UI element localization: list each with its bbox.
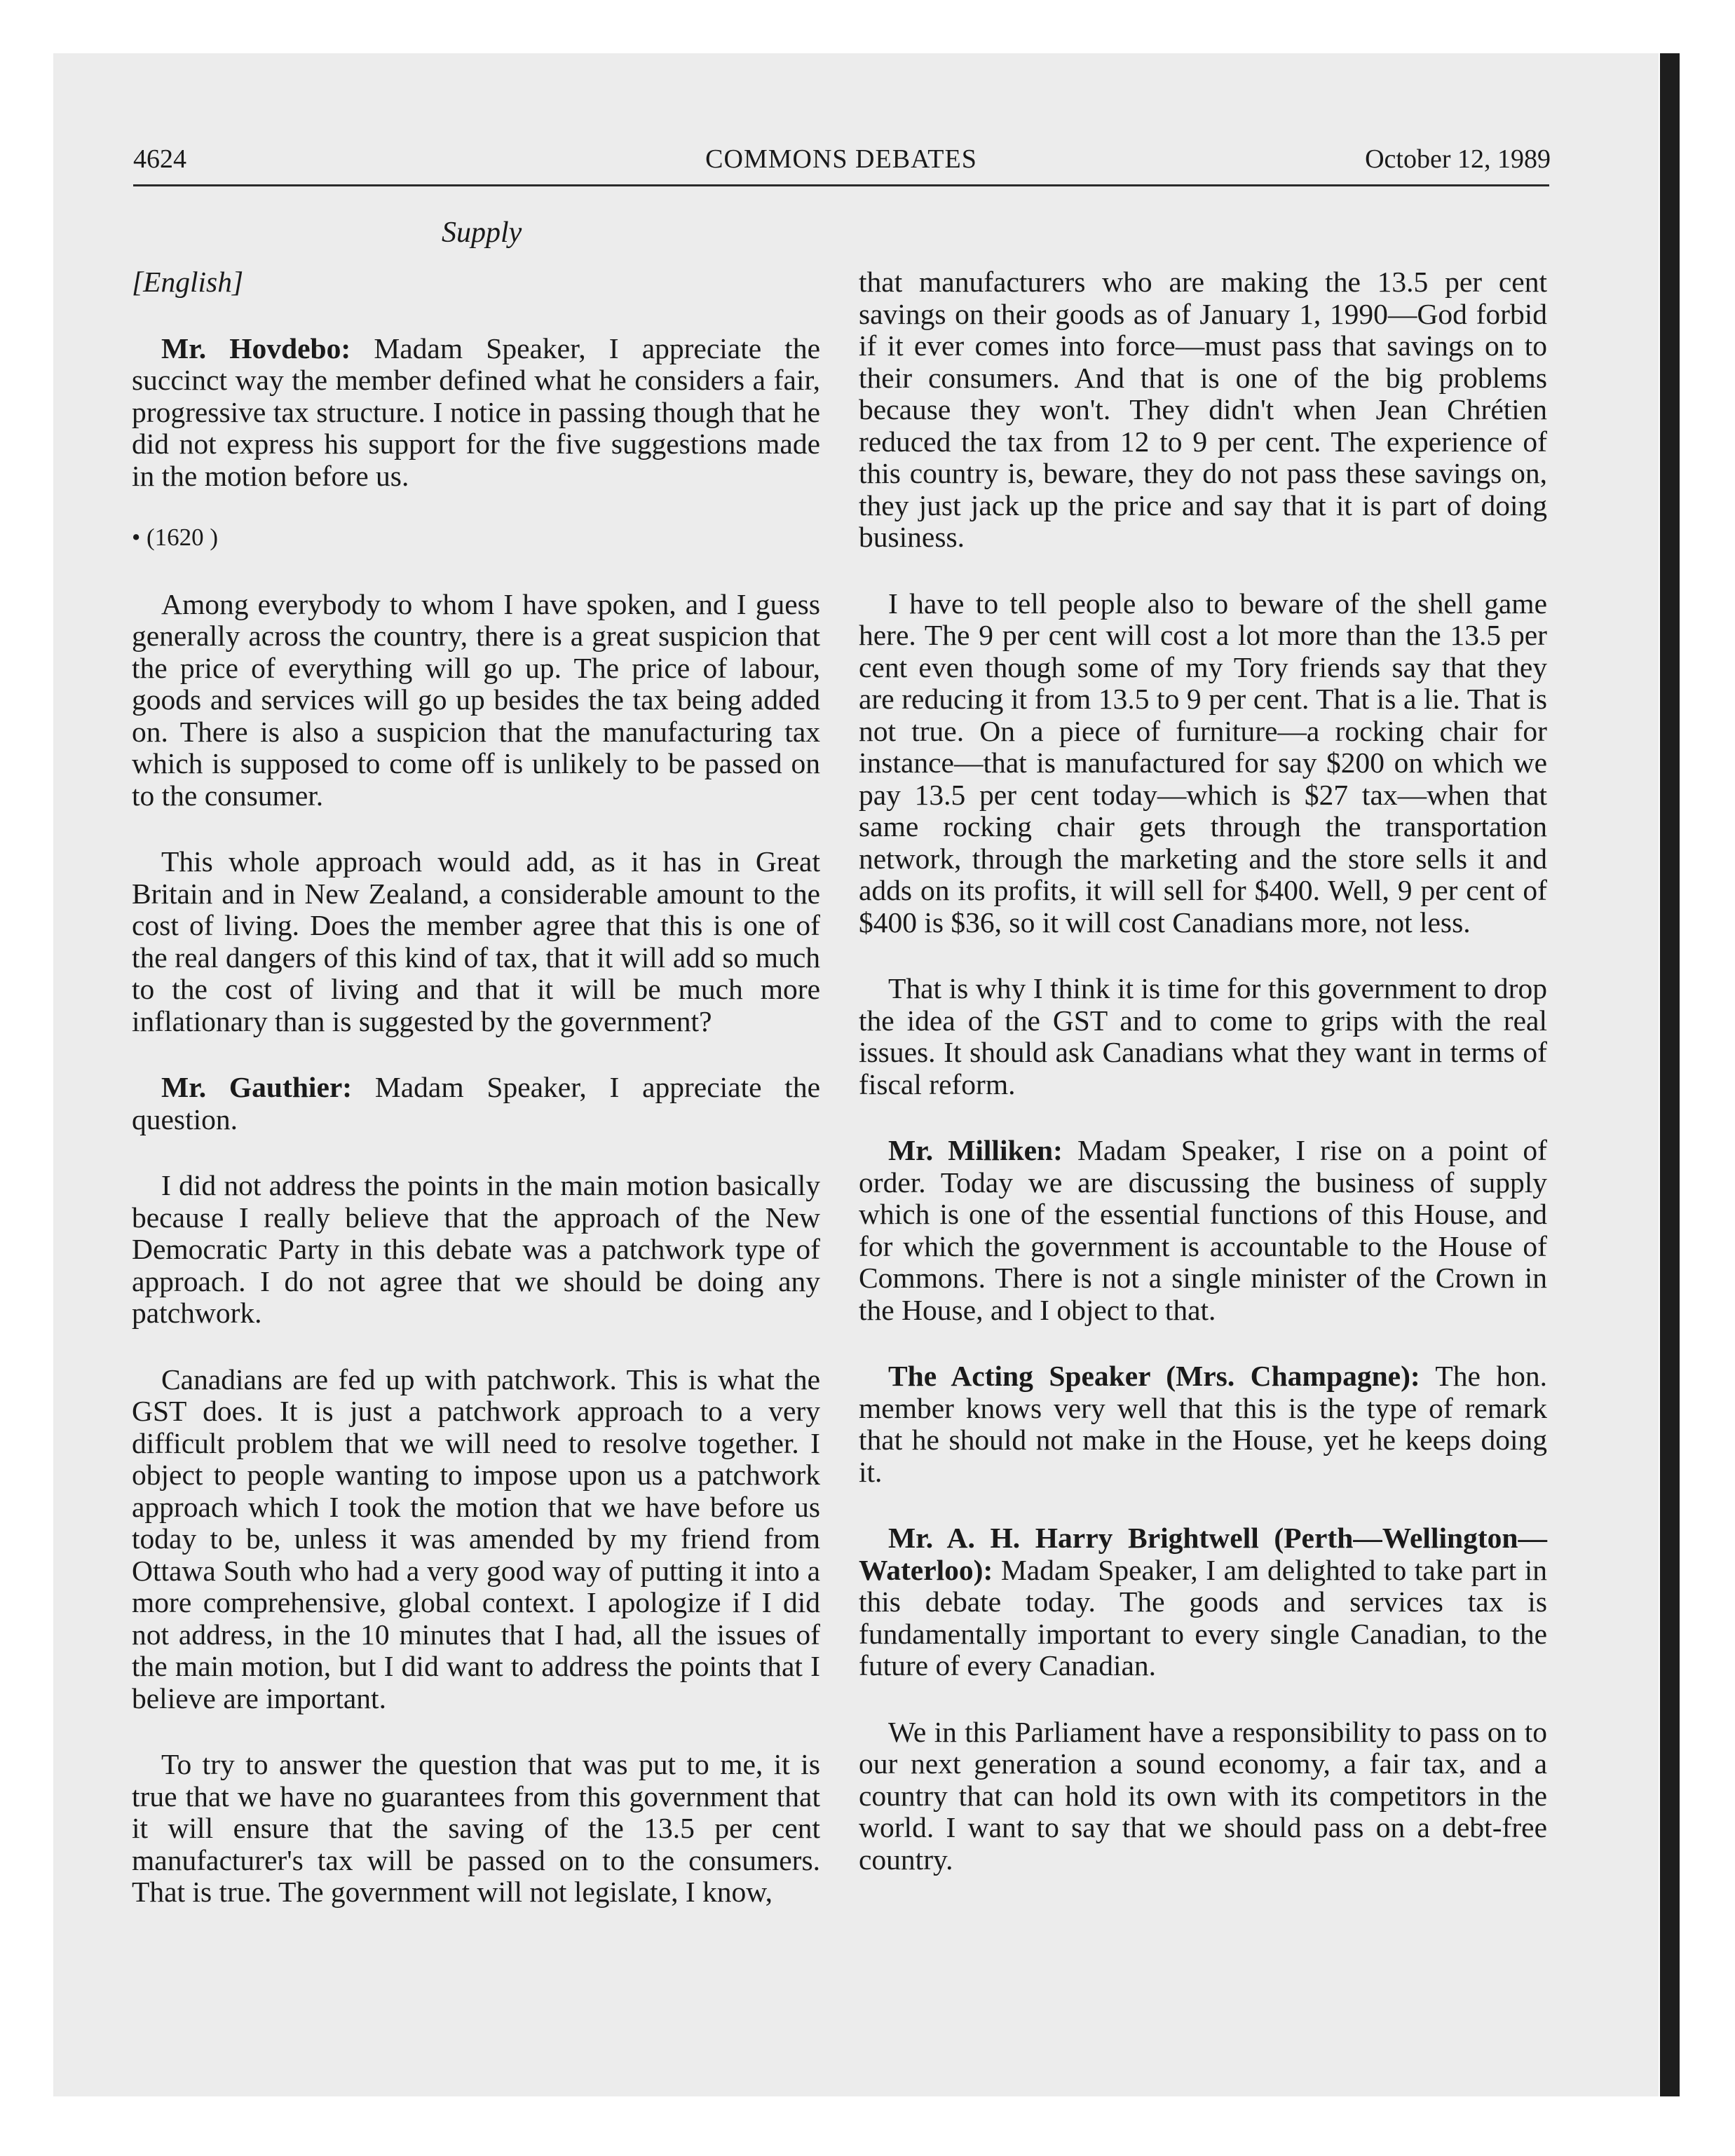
left-column: [132, 266, 820, 1909]
header-rule: [133, 184, 1549, 186]
speech-text: Madam Speaker, I am delighted to take part in this debate today. The goods and services tax is fundamentally important to every single Canadian, to the future of every Canadian.: [859, 1553, 1547, 1681]
section-title: Supply: [442, 217, 522, 249]
speaker-name: The Acting Speaker (Mrs. Champagne):: [888, 1360, 1420, 1392]
paragraph: That is why I think it is time for this government to drop the idea of the GST and to come to grips with the real issues. It should ask Canadians what they want in terms of fiscal reform.: [859, 972, 1547, 1100]
paragraph: [132, 1072, 820, 1135]
speech-text: Madam Speaker, I appreciate the question.: [132, 1071, 820, 1135]
speech-text: Madam Speaker, I appreciate the succinct way the member defined what he considers a fair, progressive tax structure. I notice in passing though that he did not express his support for the five suggestions made in the motion before us.: [132, 332, 820, 492]
paragraph: that manufacturers who are making the 13.5 per cent savings on their goods as of January 1, 1990—God forbid if it ever comes into force—must pass that savings on to their consumers. And that is one of the big problems because they won't. They didn't when Jean Chrétien reduced the tax from 12 to 9 per cent. The experience of this country is, beware, they do not pass these savings on, they just jack up the price and say that it is part of doing business.: [859, 266, 1547, 553]
speech-text: Madam Speaker, I rise on a point of order. Today we are discussing the business of supply which is one of the essential functions of this House, and for which the government is accountable to the House of Commons. There is not a single minister of the Crown in the House, and I object to that.: [859, 1134, 1547, 1326]
timestamp: • (1620 ): [132, 524, 219, 551]
paragraph: Canadians are fed up with patchwork. This is what the GST does. It is just a patchwork approach to a very difficult problem that we will need to resolve together. I object to people wanting to impose upon us a patchwork approach which I took the motion that we have before us today to be, unless it was amended by my friend from Ottawa South who had a very good way of putting it into a more comprehensive, global context. I apologize if I did not address, in the 10 minutes that I had, all the issues of the main motion, but I did want to address the points that I believe are important.: [132, 1363, 820, 1714]
language-note: [English]: [132, 266, 244, 298]
speaker-name: Mr. Gauthier:: [161, 1071, 353, 1103]
paragraph: This whole approach would add, as it has in Great Britain and in New Zealand, a considerable amount to the cost of living. Does the member agree that this is one of the real dangers of this kind of tax, that it will add so much to the cost of living and that it will be much more inflationary than is suggested by the government?: [132, 845, 820, 1037]
paragraph: I have to tell people also to beware of the shell game here. The 9 per cent will cost a lot more than the 13.5 per cent even though some of my Tory friends say that they are reducing it from 13.5 to 9 per cent. That is a lie. That is not true. On a piece of furniture—a rocking chair for instance—that is manufactured for say $200 on which we pay 13.5 per cent today—which is $27 tax—when that same rocking chair gets through the transportation network, through the marketing and the store sells it and adds on its profits, it will sell for $400. Well, 9 per cent of $400 is $36, so it will cost Canadians more, not less.: [859, 587, 1547, 939]
speaker-name: Mr. Hovdebo:: [161, 332, 351, 364]
paragraph: To try to answer the question that was put to me, it is true that we have no guarantees from this government that it will ensure that the saving of the 13.5 per cent manufacturer's tax will be passed on to the consumers. That is true. The government will not legislate, I know,: [132, 1748, 820, 1908]
speaker-name: Mr. Milliken:: [888, 1134, 1063, 1166]
running-title: COMMONS DEBATES: [705, 144, 977, 174]
speaker-name: Mr. A. H. Harry Brightwell (Perth—Wellington—Waterloo):: [859, 1522, 1547, 1586]
page-date: October 12, 1989: [1365, 144, 1551, 174]
right-column: [859, 266, 1547, 1876]
speech-text: The hon. member knows very well that this is the type of remark that he should not make in the House, yet he keeps doing it.: [859, 1360, 1547, 1488]
page-number: 4624: [133, 144, 186, 174]
paragraph: [859, 1522, 1547, 1682]
paragraph: I did not address the points in the main motion basically because I really believe that the approach of the New Democratic Party in this debate was a patchwork type of approach. I do not agree that we should be doing any patchwork.: [132, 1169, 820, 1329]
paragraph: Among everybody to whom I have spoken, and I guess generally across the country, there is a great suspicion that the price of everything will go up. The price of labour, goods and services will go up besides the tax being added on. There is also a suspicion that the manufacturing tax which is supposed to come off is unlikely to be passed on to the consumer.: [132, 587, 820, 812]
binding-edge: [1660, 53, 1680, 2096]
paragraph: [859, 1135, 1547, 1326]
paragraph: [132, 333, 820, 493]
paragraph: [859, 1360, 1547, 1488]
paragraph: We in this Parliament have a responsibility to pass on to our next generation a sound economy, a fair tax, and a country that can hold its own with its competitors in the world. I want to say that we should pass on a debt-free country.: [859, 1715, 1547, 1876]
